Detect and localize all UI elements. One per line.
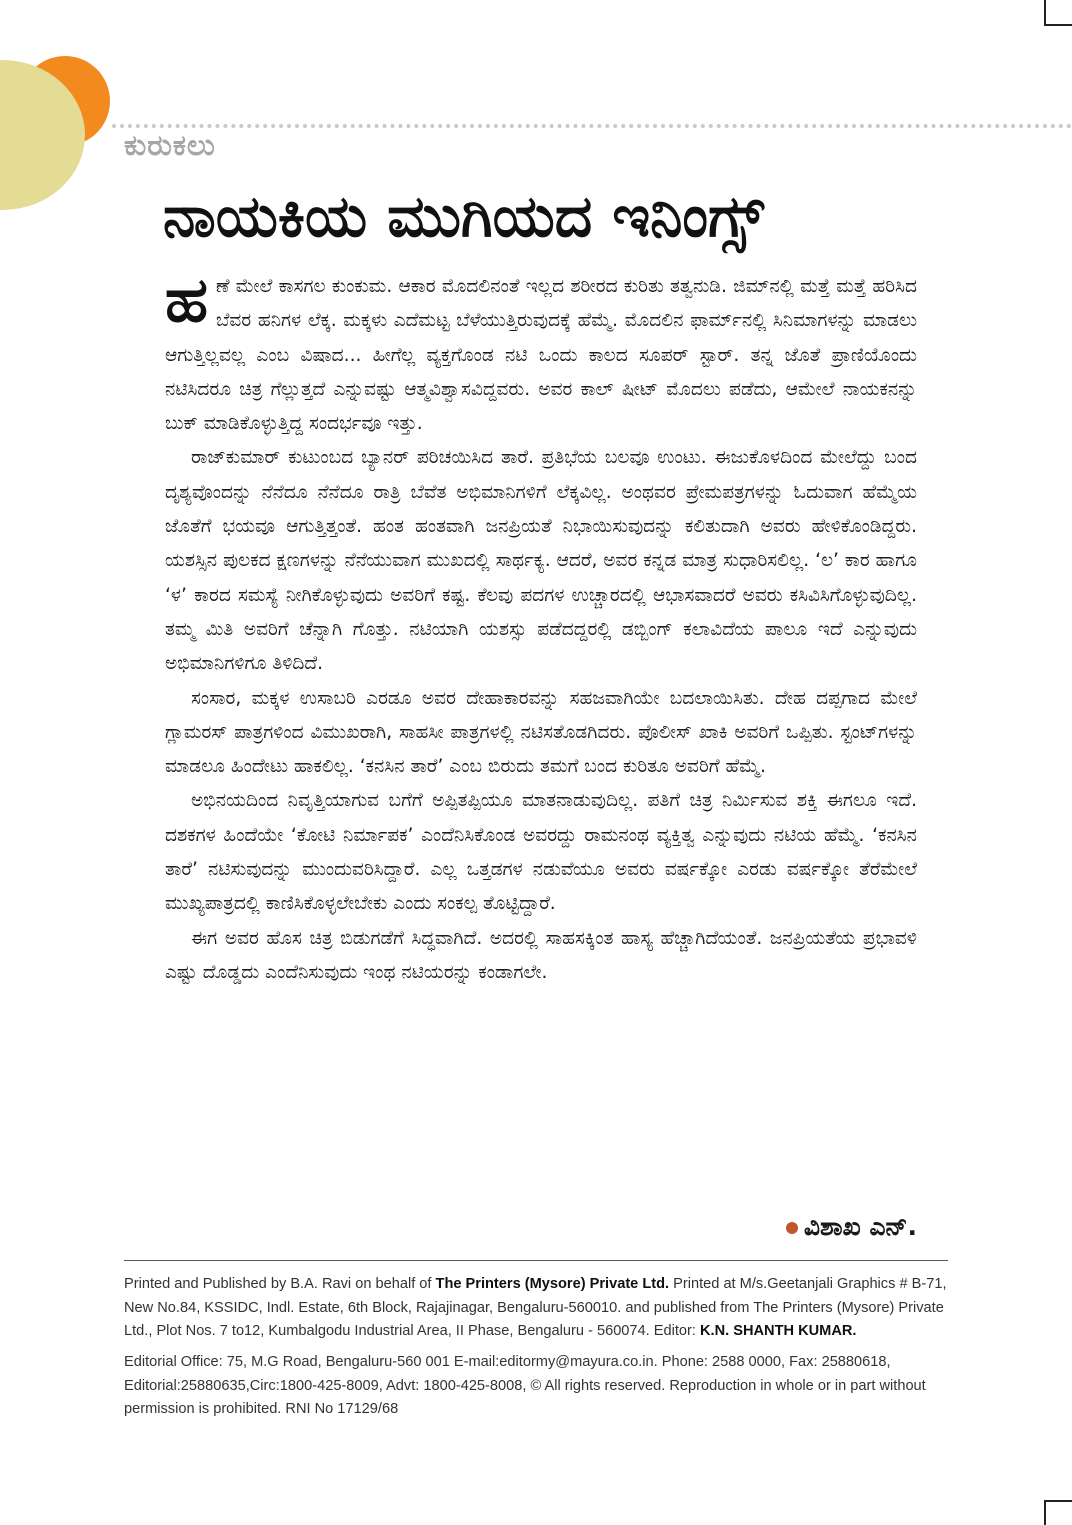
footer-divider (124, 1260, 948, 1261)
imprint-text: Printed and Published by B.A. Ravi on behalf of The Printers (Mysore) Private Ltd. Printed at M/s.Geetanjali Graphics # B-71, New No.84, KSSIDC, Indl. Estate, 6th Block, Rajajinagar, Bengaluru-560010. and published from The Printers (Mysore) Private Ltd., Plot Nos. 7 to12, Kumbalgodu Industrial Area, II Phase, Bengaluru - 560074. Editor: K.N. SHANTH KUMAR. (124, 1276, 947, 1339)
drop-cap: ಹ (165, 263, 208, 336)
bullet-icon (786, 1222, 798, 1234)
headline: ನಾಯಕಿಯ ಮುಗಿಯದ ಇನಿಂಗ್ಸ್ (163, 182, 764, 250)
paragraph-1: ಹಣೆ ಮೇಲೆ ಕಾಸಗಲ ಕುಂಕುಮ. ಆಕಾರ ಮೊದಲಿನಂತೆ ಇಲ್ಲದ ಶರೀರದ ಕುರಿತು ತತ್ವನುಡಿ. ಜಿಮ್‌ನಲ್ಲಿ ಮತ್ತೆ ಮತ್ತೆ ಹರಿಸಿದ ಬೆವರ ಹನಿಗಳ ಲೆಕ್ಕ. ಮಕ್ಕಳು ಎದೆಮಟ್ಟ ಬೆಳೆಯುತ್ತಿರುವುದಕ್ಕೆ ಹೆಮ್ಮೆ. ಮೊದಲಿನ ಫಾರ್ಮ್‌ನಲ್ಲಿ ಸಿನಿಮಾಗಳನ್ನು ಮಾಡಲು ಆಗುತ್ತಿಲ್ಲವಲ್ಲ ಎಂಬ ವಿಷಾದ... ಹೀಗೆಲ್ಲ ವ್ಯಕ್ತಗೊಂಡ ನಟಿ ಒಂದು ಕಾಲದ ಸೂಪರ್ ಸ್ಟಾರ್. ತನ್ನ ಜೊತೆ ಪ್ರಾಣಿಯೊಂದು ನಟಿಸಿದರೂ ಚಿತ್ರ ಗೆಲ್ಲುತ್ತದೆ ಎನ್ನುವಷ್ಟು ಆತ್ಮವಿಶ್ವಾಸವಿದ್ದವರು. ಅವರ ಕಾಲ್ ಷೀಟ್ ಮೊದಲು ಪಡೆದು, ಆಮೇಲೆ ನಾಯಕನನ್ನು ಬುಕ್ ಮಾಡಿಕೊಳ್ಳುತ್ತಿದ್ದ ಸಂದರ್ಭವೂ ಇತ್ತು. (165, 263, 917, 435)
publisher-name: The Printers (Mysore) Private Ltd. (435, 1276, 670, 1292)
crop-mark-top-right-h (1044, 24, 1072, 26)
dotted-rule (112, 124, 1072, 128)
paragraph-4: ಅಭಿನಯದಿಂದ ನಿವೃತ್ತಿಯಾಗುವ ಬಗೆಗೆ ಅಪ್ಪಿತಪ್ಪಿಯೂ ಮಾತನಾಡುವುದಿಲ್ಲ. ಪತಿಗೆ ಚಿತ್ರ ನಿರ್ಮಿಸುವ ಶಕ್ತಿ ಈಗಲೂ ಇದೆ. ದಶಕಗಳ ಹಿಂದೆಯೇ ‘ಕೋಟಿ ನಿರ್ಮಾಪಕ’ ಎಂದೆನಿಸಿಕೊಂಡ ಅವರದ್ದು ರಾಮನಂಥ ವ್ಯಕ್ತಿತ್ವ ಎನ್ನುವುದು ನಟಿಯ ಹೆಮ್ಮೆ. ‘ಕನಸಿನ ತಾರೆ’ ನಟಿಸುವುದನ್ನು ಮುಂದುವರಿಸಿದ್ದಾರೆ. ಎಲ್ಲ ಒತ್ತಡಗಳ ನಡುವೆಯೂ ಅವರು ವರ್ಷಕ್ಕೋ ಎರಡು ವರ್ಷಕ್ಕೋ ತೆರೆಮೇಲೆ ಮುಖ್ಯಪಾತ್ರದಲ್ಲಿ ಕಾಣಿಸಿಕೊಳ್ಳಲೇಬೇಕು ಎಂದು ಸಂಕಲ್ಪ ತೊಟ್ಟಿದ್ದಾರೆ. (165, 790, 917, 915)
article-body (165, 263, 917, 990)
byline (786, 1212, 917, 1242)
editorial-office-text: Editorial Office: 75, M.G Road, Bengaluru-560 001 E-mail:editormy@mayura.co.in. Phone: 2588 0000, Fax: 25880618, Editorial:25880635,Circ:1800-425-8009, Advt: 1800-425-8008, © All rights reserved. Reproduction in whole or in part without permission is prohibited. RNI No 17129/68 (124, 1354, 926, 1417)
editor-name: K.N. SHANTH KUMAR. (700, 1323, 857, 1339)
section-label: ಕುರುಕಲು (124, 128, 216, 162)
paragraph-2: ರಾಜ್‌ಕುಮಾರ್ ಕುಟುಂಬದ ಬ್ಯಾನರ್ ಪರಿಚಯಿಸಿದ ತಾರೆ. ಪ್ರತಿಭೆಯ ಬಲವೂ ಉಂಟು. ಈಜುಕೊಳದಿಂದ ಮೇಲೆದ್ದು ಬಂದ ದೃಶ್ಯವೊಂದನ್ನು ನೆನೆದೂ ನೆನೆದೂ ರಾತ್ರಿ ಬೆವೆತ ಅಭಿಮಾನಿಗಳಿಗೆ ಲೆಕ್ಕವಿಲ್ಲ. ಅಂಥವರ ಪ್ರೇಮಪತ್ರಗಳನ್ನು ಓದುವಾಗ ಹೆಮ್ಮೆಯ ಜೊತೆಗೆ ಭಯವೂ ಆಗುತ್ತಿತ್ತಂತೆ. ಹಂತ ಹಂತವಾಗಿ ಜನಪ್ರಿಯತೆ ನಿಭಾಯಿಸುವುದನ್ನು ಕಲಿತುದಾಗಿ ಅವರು ಹೇಳಿಕೊಂಡಿದ್ದರು. ಯಶಸ್ಸಿನ ಪುಲಕದ ಕ್ಷಣಗಳನ್ನು ನೆನೆಯುವಾಗ ಮುಖದಲ್ಲಿ ಸಾರ್ಥಕ್ಯ. ಆದರೆ, ಅವರ ಕನ್ನಡ ಮಾತ್ರ ಸುಧಾರಿಸಲಿಲ್ಲ. ‘ಲ’ ಕಾರ ಹಾಗೂ ‘ಳ’ ಕಾರದ ಸಮಸ್ಯೆ ನೀಗಿಕೊಳ್ಳುವುದು ಅವರಿಗೆ ಕಷ್ಟ. ಕೆಲವು ಪದಗಳ ಉಚ್ಚಾರದಲ್ಲಿ ಆಭಾಸವಾದರೆ ಅವರು ಕಸಿವಿಸಿಗೊಳ್ಳುವುದಿಲ್ಲ. ತಮ್ಮ ಮಿತಿ ಅವರಿಗೆ ಚೆನ್ನಾಗಿ ಗೊತ್ತು. ನಟಿಯಾಗಿ ಯಶಸ್ಸು ಪಡೆದದ್ದರಲ್ಲಿ ಡಬ್ಬಿಂಗ್ ಕಲಾವಿದೆಯ ಪಾಲೂ ಇದೆ ಎನ್ನುವುದು ಅಭಿಮಾನಿಗಳಿಗೂ ತಿಳಿದಿದೆ. (165, 447, 917, 675)
crop-mark-bottom-right-h (1044, 1500, 1072, 1502)
paragraph-3: ಸಂಸಾರ, ಮಕ್ಕಳ ಉಸಾಬರಿ ಎರಡೂ ಅವರ ದೇಹಾಕಾರವನ್ನು ಸಹಜವಾಗಿಯೇ ಬದಲಾಯಿಸಿತು. ದೇಹ ದಪ್ಪಗಾದ ಮೇಲೆ ಗ್ಲಾಮರಸ್ ಪಾತ್ರಗಳಿಂದ ವಿಮುಖರಾಗಿ, ಸಾಹಸೀ ಪಾತ್ರಗಳಲ್ಲಿ ನಟಿಸತೊಡಗಿದರು. ಪೊಲೀಸ್ ಖಾಕಿ ಅವರಿಗೆ ಒಪ್ಪಿತು. ಸ್ಟಂಟ್‌ಗಳನ್ನು ಮಾಡಲೂ ಹಿಂದೇಟು ಹಾಕಲಿಲ್ಲ. ‘ಕನಸಿನ ತಾರೆ’ ಎಂಬ ಬಿರುದು ತಮಗೆ ಬಂದ ಕುರಿತೂ ಅವರಿಗೆ ಹೆಮ್ಮೆ. (165, 687, 917, 778)
paragraph-5: ಈಗ ಅವರ ಹೊಸ ಚಿತ್ರ ಬಿಡುಗಡೆಗೆ ಸಿದ್ಧವಾಗಿದೆ. ಅದರಲ್ಲಿ ಸಾಹಸಕ್ಕಿಂತ ಹಾಸ್ಯ ಹೆಚ್ಚಾಗಿದೆಯಂತೆ. ಜನಪ್ರಿಯತೆಯ ಪ್ರಭಾವಳಿ ಎಷ್ಟು ದೊಡ್ಡದು ಎಂದೆನಿಸುವುದು ಇಂಥ ನಟಿಯರನ್ನು ಕಂಡಾಗಲೇ. (165, 927, 917, 983)
author-name: ವಿಶಾಖ ಎನ್. (803, 1212, 917, 1241)
crop-mark-bottom-right (1044, 1500, 1046, 1525)
crop-mark-top-right (1044, 0, 1046, 24)
